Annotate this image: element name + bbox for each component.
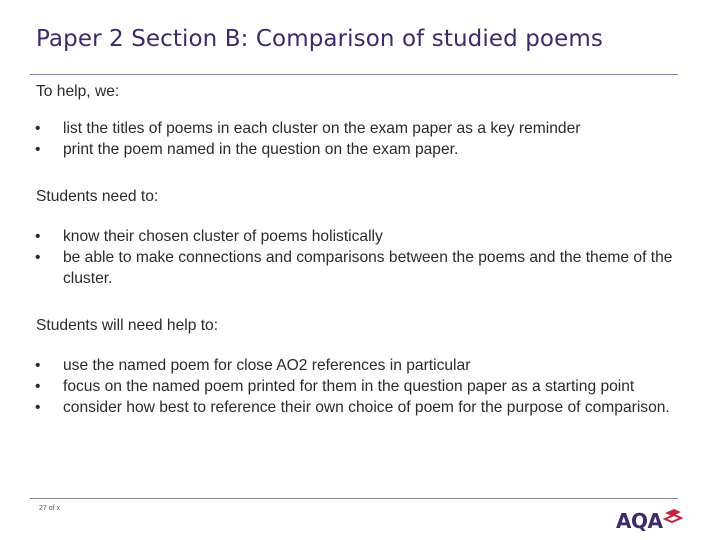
bullet-icon: • bbox=[35, 141, 41, 158]
bullet-icon: • bbox=[35, 357, 41, 374]
title-divider bbox=[30, 74, 678, 75]
help-list bbox=[36, 118, 686, 160]
students-need-list bbox=[36, 226, 686, 289]
footer-divider bbox=[30, 498, 678, 499]
section-heading-students-need: Students need to: bbox=[36, 188, 159, 205]
bullet-icon: • bbox=[35, 399, 41, 416]
bullet-icon: • bbox=[35, 228, 41, 245]
list-item: • know their chosen cluster of poems holistically bbox=[35, 228, 383, 245]
section-heading-help: To help, we: bbox=[36, 83, 120, 100]
section-heading-need-help: Students will need help to: bbox=[36, 317, 219, 334]
list-item: • focus on the named poem printed for them in the question paper as a starting point bbox=[35, 378, 635, 395]
page-number: 27 of x bbox=[39, 505, 61, 512]
slide-title: Paper 2 Section B: Comparison of studied poems bbox=[36, 26, 603, 52]
list-item: • be able to make connections and comparisons between the poems and the theme of the cluster. bbox=[35, 249, 673, 287]
logo-mark-icon bbox=[662, 508, 684, 526]
aqa-logo bbox=[616, 504, 682, 534]
logo-text: AQA bbox=[616, 509, 663, 533]
list-item: • list the titles of poems in each cluster on the exam paper as a key reminder bbox=[35, 120, 581, 137]
need-help-list bbox=[36, 355, 686, 418]
list-item: • use the named poem for close AO2 references in particular bbox=[35, 357, 471, 374]
bullet-icon: • bbox=[35, 120, 41, 137]
slide-body bbox=[36, 81, 686, 418]
bullet-icon: • bbox=[35, 378, 41, 395]
list-item: • print the poem named in the question on the exam paper. bbox=[35, 141, 459, 158]
list-item: • consider how best to reference their own choice of poem for the purpose of comparison. bbox=[35, 399, 670, 416]
bullet-icon: • bbox=[35, 249, 41, 266]
